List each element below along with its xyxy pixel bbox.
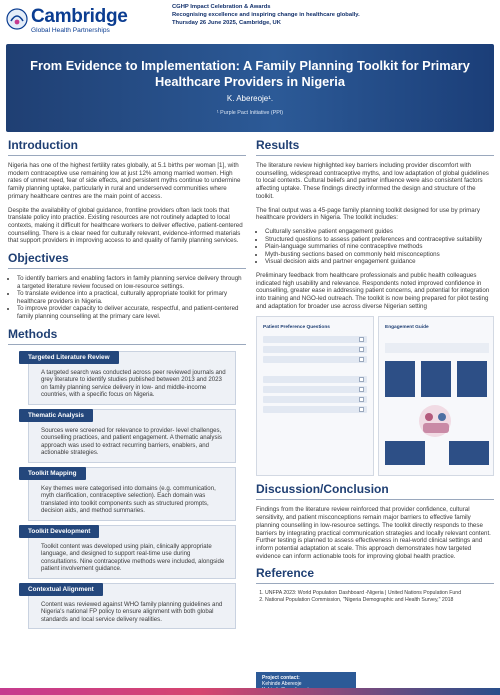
event-tagline: Recognising excellence and inspiring change in healthcare globally. [172,11,360,18]
contact-heading: Project contact: [262,675,300,681]
divider [8,268,246,269]
method-box-text: Content was reviewed against WHO family planning guidelines and Nigeria's national FP policy to ensure alignment with both global standards and local service delivery realities. [41,600,223,623]
objective-item: • To identify barriers and enabling factors in family planning service delivery through a targeted literature review focused on low-resource settings. [17,275,246,290]
method-box-text: Key themes were categorised into domains (e.g. communication, myth clarification, contraceptive selection). Each domain was translated into toolkit components such as structured prompts, decision aids, and method summaries. [41,484,216,515]
toolkit-item: • Plain-language summaries of nine contraceptive methods [265,243,494,251]
method-box-title: Toolkit Development [19,525,99,538]
introduction-paragraph-1: Nigeria has one of the highest fertility rates globally, at 5.1 births per woman [1], with modern contraceptive use remaining low at just 12% among married women. High rates of unmet need, fear of side effects, and persistent myths continue to undermine family planning uptake, particularly in rural and underserved communities where primary healthcare centres are the main point of access. [8,162,241,200]
toolkit-item: • Culturally sensitive patient engagement guides [265,228,494,236]
objectives-list [17,275,246,321]
title-banner [6,44,494,132]
toolkit-page-preferences-image [256,316,374,476]
right-column [256,138,494,604]
event-date: Thursday 26 June 2025, Cambridge, UK [172,19,281,26]
question-group-header [263,367,367,373]
toolkit-item: • Structured questions to assess patient preferences and contraceptive suitability [265,236,494,244]
results-paragraph-1: The literature review highlighted key barriers including provider discomfort with counselling, widespread contraceptive myths, and low adaptation of global guidelines to local contexts. Cultural beliefs and partner influence were also consistent factors affecting uptake. These findings directly informed the design and structure of the toolkit. [256,162,489,200]
left-column [8,138,246,633]
toolkit-page-engagement-image [378,316,494,476]
question-row [263,386,367,393]
method-box-title: Thematic Analysis [19,409,93,422]
objectives-heading: Objectives [8,251,69,266]
affiliation: ¹ Purple Pact Initiative (PPI) [216,110,284,116]
footer-band [0,688,500,695]
objective-item: • To translate evidence into a practical, culturally appropriate toolkit for primary healthcare providers in Nigeria. [17,290,246,305]
results-paragraph-2: The final output was a 45-page family planning toolkit designed for use by primary healthcare providers in Nigeria. The toolkit includes: [256,206,480,222]
method-box-title: Targeted Literature Review [19,351,119,364]
reference-item: 1. UNFPA 2023: World Population Dashboard -Nigeria | United Nations Population Fund [265,590,494,597]
image-title: Patient Preference Questions [263,325,330,331]
introduction-heading: Introduction [8,138,78,152]
divider [256,155,494,156]
method-box-title: Contextual Alignment [19,583,103,596]
method-box-text: A targeted search was conducted across peer reviewed journals and grey literature to identify studies published between 2013 and 2023 on family planning service delivery in low- and middle-income countries, with a specific focus on Nigeria. [41,368,226,399]
reference-heading: Reference [256,566,315,581]
method-box [28,525,236,579]
method-box [28,351,236,405]
question-row [263,346,367,353]
toolkit-contents-list [265,228,494,266]
image-title: Engagement Guide [385,325,429,331]
question-row [263,356,367,363]
divider [256,583,494,584]
method-box-text: Toolkit content was developed using plain, clinically appropriate language, and designed to support real-time use during consultations. Nine contraceptive methods were included, alongside patient involvement guidance. [41,542,225,573]
question-row [263,396,367,403]
divider [8,155,246,156]
divider [8,344,246,345]
results-paragraph-3: Preliminary feedback from healthcare professionals and public health colleagues indicated high usability and relevance. Respondents noted improved confidence in counselling, greater ease in addressing patient concerns, and potential for integration into training and NGO-led outreach. The toolkit is now being prepared for pilot testing and adaptation for broader use across diverse Nigerian setting [256,271,490,310]
contact-name: Kehinde Abereoje [262,681,302,687]
engagement-illustration [379,335,495,475]
logo-subtitle: Global Health Partnerships [31,27,110,34]
reference-list [265,590,494,603]
results-heading: Results [256,138,300,152]
method-box-text: Sources were screened for relevance to provider- level challenges, counselling practices, and patient engagement. A thematic analysis approach was used to extract recurring barriers, enablers, and actionable strategies. [41,426,222,457]
method-box-title: Toolkit Mapping [19,467,86,480]
introduction-paragraph-2: Despite the availability of global guidance, frontline providers often lack tools that translate policy into practice. Existing resources are not routinely adapted to local contexts, making it difficult for healthcare workers to deliver effective, patient-centered counselling. There is a clear need for culturally relevant, evidence-informed materials that support providers in improving access to and quality of family planning services. [8,206,243,245]
author: K. Abereoje¹. [226,94,274,103]
reference-item: 2. National Population Commission, "Nigeria Demographic and Health Survey," 2018 [265,597,494,604]
discussion-heading: Discussion/Conclusion [256,482,389,497]
poster-title: From Evidence to Implementation: A Family Planning Toolkit for Primary Healthcare Providers in Nigeria [30,58,470,89]
cambridge-logo [6,6,136,38]
method-box [28,583,236,630]
divider [256,499,494,500]
question-row [263,336,367,343]
logo-mark-icon [6,8,28,30]
header-band [0,0,500,42]
toolkit-images [256,316,494,476]
toolkit-item: • Myth-busting sections based on commonly held misconceptions [265,251,494,259]
toolkit-item: • Visual decision aids and partner engagement guidance [265,258,494,266]
event-title: CGHP Impact Celebration & Awards [172,4,271,10]
method-box [28,467,236,521]
objective-item: • To improve provider capacity to deliver accurate, respectful, and patient-centered family planning counselling at the primary care level. [17,305,246,320]
discussion-paragraph: Findings from the literature review reinforced that provider confidence, cultural sensitivity, and patient misconceptions remain major barriers to effective family planning counselling in low-resource settings. The toolkit directly responds to these barriers by integrating practical communication strategies and locally relevant content. Further testing is planned to assess effectiveness in real-world clinical settings and inform potential adaptation at scale. This approach demonstrates how targeted evidence can inform actionable tools for improving global health practice. [256,506,491,560]
logo-name: Cambridge [31,6,128,27]
methods-heading: Methods [8,326,58,341]
event-info [172,4,492,27]
question-row [263,376,367,383]
method-box [28,409,236,463]
question-row [263,406,367,413]
